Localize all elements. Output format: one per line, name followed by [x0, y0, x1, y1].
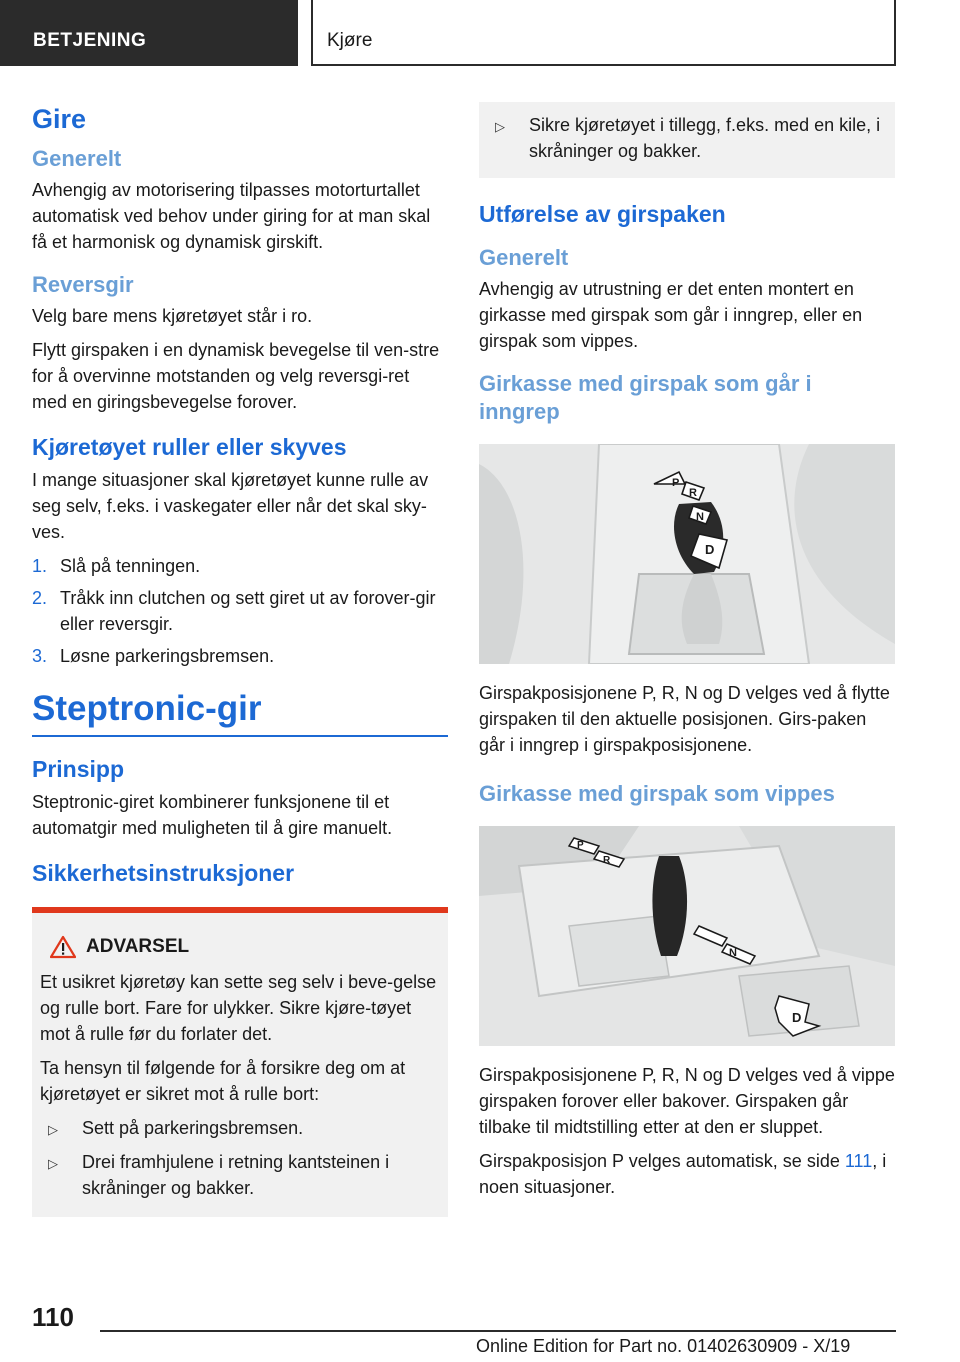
list-item	[487, 112, 887, 164]
footer-divider	[100, 1330, 896, 1332]
warning-box	[32, 907, 448, 1217]
list-item	[32, 585, 448, 637]
paragraph-reversgir-2: Flytt girspaken i en dynamisk bevegelse til ven-stre for å overvinne motstanden og velg reversgi-ret med en giringsbevegelse forover.	[32, 340, 440, 412]
warning-box-continued	[479, 102, 895, 178]
triangle-right-icon: ▷	[48, 1122, 58, 1137]
paragraph-reversgir-1: Velg bare mens kjøretøyet står i ro.	[32, 306, 313, 326]
warning-bullets	[40, 1115, 440, 1201]
heading-inngrep: Girkasse med girspak som går i inngrep	[479, 371, 812, 424]
triangle-right-icon: ▷	[495, 119, 505, 134]
chapter-title-steptronic: Steptronic-gir	[32, 689, 448, 737]
section-title-gire: Gire	[32, 104, 87, 134]
heading-utforelse: Utførelse av girspaken	[479, 201, 726, 227]
paragraph-p-auto	[479, 1148, 895, 1200]
figure-gear-lever-inngrep	[479, 444, 895, 664]
paragraph-vippes: Girspakposisjonene P, R, N og D velges ved å vippe girspaken forover eller bakover. Girspaken går tilbake til midtstilling etter at den er sluppet.	[479, 1065, 895, 1137]
heading-generelt: Generelt	[32, 146, 122, 171]
figure-label: R	[689, 487, 697, 499]
steps-list	[32, 553, 448, 669]
p-auto-text: Girspakposisjon P velges automatisk, se side	[479, 1151, 845, 1171]
heading-generelt-right: Generelt	[479, 245, 569, 270]
edition-text: Online Edition for Part no. 01402630909 - X/19	[476, 1336, 851, 1356]
heading-prinsipp: Prinsipp	[32, 756, 125, 782]
paragraph-ruller: I mange situasjoner skal kjøretøyet kunne rulle av seg selv, f.eks. i vaskegater eller når det skal sky-ves.	[32, 470, 429, 542]
left-column	[32, 96, 448, 1217]
step-text: Tråkk inn clutchen og sett giret ut av forover-gir eller reversgir.	[60, 588, 436, 634]
warning-header	[50, 935, 440, 959]
figure-label: N	[729, 947, 737, 959]
figure-label: D	[792, 1010, 802, 1025]
warning-paragraph-1: Et usikret kjøretøy kan sette seg selv i beve-gelse og rulle bort. Fare for ulykker. Sikre kjøre-tøyet mot å rulle før du forlater det.	[40, 972, 437, 1044]
heading-reversgir: Reversgir	[32, 272, 134, 297]
section-label: BETJENING	[0, 0, 298, 66]
step-number: 3.	[32, 646, 48, 666]
figure-label: P	[672, 477, 680, 489]
warning-paragraph-2: Ta hensyn til følgende for å forsikre deg om at kjøretøyet er sikret mot å rulle bort:	[40, 1058, 406, 1104]
gear-lever-illustration	[479, 826, 895, 1046]
list-item	[32, 553, 448, 579]
figure-label: P	[577, 840, 584, 851]
paragraph-inngrep: Girspakposisjonene P, R, N og D velges ved å flytte girspaken til den aktuelle posisjonen. Girs-paken går i inngrep i girspakposisjonene.	[479, 683, 890, 755]
page-header	[0, 0, 960, 66]
page-link-111[interactable]: 111	[844, 1151, 873, 1171]
paragraph-prinsipp: Steptronic-giret kombinerer funksjonene til et automatgir med muligheten til å gire manuelt.	[32, 792, 393, 838]
list-item	[32, 643, 448, 669]
bullet-text: Sett på parkeringsbremsen.	[82, 1118, 304, 1138]
continued-bullets	[487, 112, 887, 164]
figure-gear-lever-vippes	[479, 826, 895, 1046]
list-item	[40, 1149, 440, 1201]
warning-title: ADVARSEL	[86, 936, 190, 957]
step-number: 2.	[32, 588, 48, 608]
chapter-label: Kjøre	[311, 0, 896, 66]
step-number: 1.	[32, 556, 48, 576]
step-text: Slå på tenningen.	[60, 556, 201, 576]
page-footer	[0, 1290, 960, 1362]
gear-lever-illustration	[479, 444, 895, 664]
heading-sikkerhet: Sikkerhetsinstruksjoner	[32, 860, 295, 886]
figure-label: R	[603, 855, 611, 866]
bullet-text: Sikre kjøretøyet i tillegg, f.eks. med en kile, i skråninger og bakker.	[529, 115, 881, 161]
step-text: Løsne parkeringsbremsen.	[60, 646, 275, 666]
paragraph-generelt-right: Avhengig av utrustning er det enten montert en girkasse med girspak som går i inngrep, eller en girspak som vippes.	[479, 279, 863, 351]
figure-label: N	[696, 511, 704, 523]
p-auto-text-end: , i noen situasjoner.	[479, 1151, 887, 1197]
heading-ruller: Kjøretøyet ruller eller skyves	[32, 434, 347, 460]
page-number: 110	[32, 1302, 74, 1332]
bullet-text: Drei framhjulene i retning kantsteinen i skråninger og bakker.	[82, 1152, 390, 1198]
heading-vippes: Girkasse med girspak som vippes	[479, 781, 835, 806]
warning-triangle-icon	[50, 935, 76, 959]
list-item	[40, 1115, 440, 1143]
paragraph-generelt: Avhengig av motorisering tilpasses motorturtallet automatisk ved behov under giring for at man skal få et harmonisk og dynamisk girskift.	[32, 180, 431, 252]
triangle-right-icon: ▷	[48, 1156, 58, 1171]
right-column	[479, 102, 895, 1208]
figure-label: D	[705, 542, 715, 557]
